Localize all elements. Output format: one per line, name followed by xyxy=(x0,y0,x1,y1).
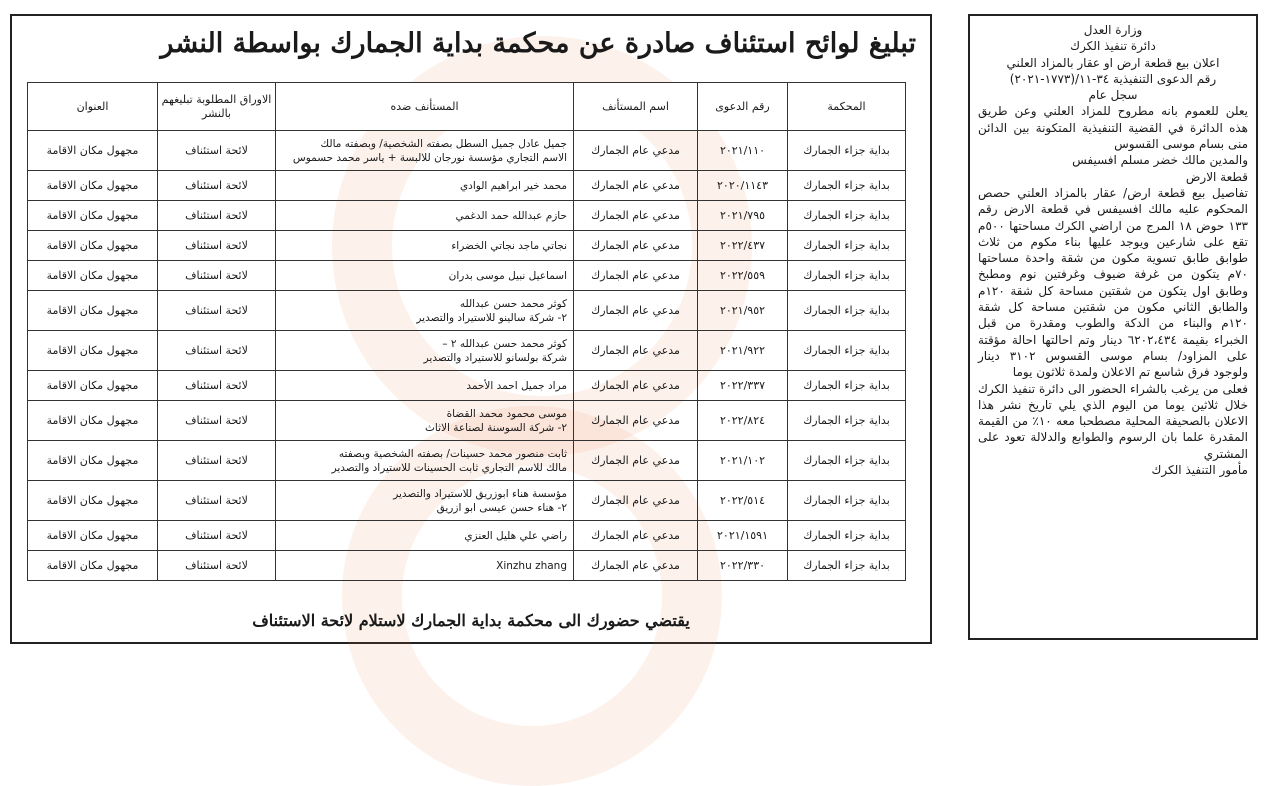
cell-documents: لائحة استئناف xyxy=(158,131,276,171)
cell-case-no: ٢٠٢١/١١٠ xyxy=(698,131,788,171)
cell-case-no: ٢٠٢١/١٥٩١ xyxy=(698,521,788,551)
cell-documents: لائحة استئناف xyxy=(158,291,276,331)
cell-documents: لائحة استئناف xyxy=(158,441,276,481)
table-row xyxy=(28,521,906,551)
cell-appellant: مدعي عام الجمارك xyxy=(574,401,698,441)
cell-documents: لائحة استئناف xyxy=(158,481,276,521)
cell-appellant: مدعي عام الجمارك xyxy=(574,521,698,551)
page-title: تبليغ لوائح استئناف صادرة عن محكمة بداية الجمارك بواسطة النشر xyxy=(160,28,916,59)
cell-address: مجهول مكان الاقامة xyxy=(28,481,158,521)
table-row xyxy=(28,201,906,231)
cell-court: بداية جزاء الجمارك xyxy=(788,441,906,481)
cell-address: مجهول مكان الاقامة xyxy=(28,331,158,371)
footer-note: يقتضي حضورك الى محكمة بداية الجمارك لاستلام لائحة الاستئناف xyxy=(252,611,690,630)
cell-appellant: مدعي عام الجمارك xyxy=(574,331,698,371)
table-row xyxy=(28,261,906,291)
cell-case-no: ٢٠٢١/٩٥٢ xyxy=(698,291,788,331)
respondent-line: ٢- شركة سالينو للاستيراد والتصدير xyxy=(416,311,567,324)
cell-respondent xyxy=(276,231,574,261)
cell-address: مجهول مكان الاقامة xyxy=(28,201,158,231)
cell-appellant: مدعي عام الجمارك xyxy=(574,231,698,261)
respondent-line: مؤسسة هناء ابوزريق للاستيراد والتصدير xyxy=(393,487,567,500)
cell-documents: لائحة استئناف xyxy=(158,331,276,371)
table-row xyxy=(28,551,906,581)
table-row xyxy=(28,441,906,481)
respondent-line: ثابت منصور محمد حسينات/ بصفته الشخصية وبصفته xyxy=(338,447,567,460)
cell-appellant: مدعي عام الجمارك xyxy=(574,481,698,521)
cell-documents: لائحة استئناف xyxy=(158,201,276,231)
auction-notice-panel xyxy=(968,14,1258,640)
cell-documents: لائحة استئناف xyxy=(158,261,276,291)
appeals-notice-panel xyxy=(10,14,932,644)
cell-court: بداية جزاء الجمارك xyxy=(788,171,906,201)
cell-documents: لائحة استئناف xyxy=(158,521,276,551)
cell-address: مجهول مكان الاقامة xyxy=(28,291,158,331)
respondent-line: الاسم التجاري مؤسسة نورجان للالبسة + ياسر محمد حسموس xyxy=(292,151,567,164)
cell-court: بداية جزاء الجمارك xyxy=(788,331,906,371)
case-reference: رقم الدعوى التنفيذية ٣٤-١١/(١٧٧٣-٢٠٢١) xyxy=(1009,71,1217,86)
cell-respondent xyxy=(276,371,574,401)
cell-appellant: مدعي عام الجمارك xyxy=(574,171,698,201)
table-row xyxy=(28,131,906,171)
cell-case-no: ٢٠٢٢/٤٣٧ xyxy=(698,231,788,261)
header-appellant: اسم المستأنف xyxy=(574,83,698,131)
cell-address: مجهول مكان الاقامة xyxy=(28,401,158,441)
respondent-line: Xinzhu zhang xyxy=(496,559,567,572)
respondent-line: جميل عادل جميل السطل بصفته الشخصية/ وبصفته مالك xyxy=(320,137,567,150)
cell-appellant: مدعي عام الجمارك xyxy=(574,291,698,331)
cell-respondent xyxy=(276,201,574,231)
auction-notice-text xyxy=(978,22,1248,478)
cell-court: بداية جزاء الجمارك xyxy=(788,401,906,441)
cell-case-no: ٢٠٢٠/١١٤٣ xyxy=(698,171,788,201)
header-case-no: رقم الدعوى xyxy=(698,83,788,131)
cell-case-no: ٢٠٢٢/٥٥٩ xyxy=(698,261,788,291)
cell-documents: لائحة استئناف xyxy=(158,371,276,401)
table-row xyxy=(28,371,906,401)
respondent-line: كوثر محمد حسن عبدالله xyxy=(459,297,567,310)
cell-court: بداية جزاء الجمارك xyxy=(788,201,906,231)
cell-case-no: ٢٠٢٢/٥١٤ xyxy=(698,481,788,521)
cell-court: بداية جزاء الجمارك xyxy=(788,261,906,291)
respondent-line: شركة بولسانو للاستيراد والتصدير xyxy=(423,351,567,364)
cell-address: مجهول مكان الاقامة xyxy=(28,371,158,401)
cell-case-no: ٢٠٢٢/٣٣٠ xyxy=(698,551,788,581)
respondent-line: راضي علي هليل العنزي xyxy=(464,529,567,542)
cell-address: مجهول مكان الاقامة xyxy=(28,131,158,171)
cell-case-no: ٢٠٢١/٩٢٢ xyxy=(698,331,788,371)
table-row xyxy=(28,401,906,441)
respondent-line: موسى محمود محمد القضاة xyxy=(446,407,567,420)
cell-respondent xyxy=(276,441,574,481)
cell-respondent xyxy=(276,171,574,201)
cell-documents: لائحة استئناف xyxy=(158,231,276,261)
table-row xyxy=(28,231,906,261)
respondent-line: محمد خير ابراهيم الوادي xyxy=(459,179,567,192)
cell-documents: لائحة استئناف xyxy=(158,551,276,581)
department-name: دائرة تنفيذ الكرك xyxy=(1070,39,1156,54)
header-court: المحكمة xyxy=(788,83,906,131)
respondent-line: ٢- شركة السوسنة لصناعة الاثاث xyxy=(425,421,567,434)
cell-case-no: ٢٠٢٢/٣٣٧ xyxy=(698,371,788,401)
respondent-line: نجاتي ماجد نجاتي الخضراء xyxy=(451,239,567,252)
cell-documents: لائحة استئناف xyxy=(158,171,276,201)
sale-details-paragraph: تفاصيل بيع قطعة ارض/ عقار بالمزاد العلني حصص المحكوم عليه مالك افسيفس في قطعة الارض رقم ١٣٣ حوض ١٨ المرج من اراضي الكرك مساحتها ٥٠٠م تقع على شارعين ويوجد عليها بناء مكوم من ثلاث طوابق طابق تسوية مكون من شقة واحدة مساحتها ٧٠م يتكون من غرفة ضيوف وغرفتين نوم ومطبخ وطابق اول يتكون من شقتين مساحة كل شقة ١٢٠م والطابق الثاني مكون من شقتين مساحة كل شقة ١٢٠م والبناء من الدكة والطوب ومقدرة من قبل الخبراء بقيمة ٦٢٠٢،٤٣٤ دينار وتم احالتها احالة مؤقتة على المزاود/ بسام موسى القسوس ٣١٠٢ دينار ولوجود فرق شاسع تم الاعلان ولمدة ثلاثون يوما xyxy=(978,185,1248,380)
cell-case-no: ٢٠٢١/١٠٢ xyxy=(698,441,788,481)
debtor-line: والمدين مالك خضر مسلم افسيفس xyxy=(1072,153,1248,168)
cell-appellant: مدعي عام الجمارك xyxy=(574,201,698,231)
cell-respondent xyxy=(276,551,574,581)
respondent-line: مالك للاسم التجاري ثابت الحسينات للاستيراد والتصدير xyxy=(331,461,567,474)
cell-respondent xyxy=(276,521,574,551)
cell-appellant: مدعي عام الجمارك xyxy=(574,551,698,581)
appeals-table xyxy=(27,82,906,581)
cell-appellant: مدعي عام الجمارك xyxy=(574,261,698,291)
respondent-line: كوثر محمد حسن عبدالله ٢ – xyxy=(442,337,567,350)
table-row xyxy=(28,291,906,331)
appeals-table-body xyxy=(28,131,906,581)
respondent-line: اسماعيل نبيل موسى بدران xyxy=(448,269,567,282)
instructions-paragraph: فعلى من يرغب بالشراء الحضور الى دائرة تنفيذ الكرك خلال ثلاثين يوما من اليوم الذي يلي تاريخ نشر هذا الاعلان بالصحيفة المحلية مصطحبا معه ١٠٪ من القيمة المقدرة علما بان الرسوم والطوابع والدلالة تعود على المشتري xyxy=(978,381,1248,461)
header-documents: الاوراق المطلوبة تبليغهم بالنشر xyxy=(158,83,276,131)
cell-address: مجهول مكان الاقامة xyxy=(28,441,158,481)
cell-court: بداية جزاء الجمارك xyxy=(788,231,906,261)
cell-address: مجهول مكان الاقامة xyxy=(28,551,158,581)
cell-documents: لائحة استئناف xyxy=(158,401,276,441)
cell-address: مجهول مكان الاقامة xyxy=(28,231,158,261)
cell-appellant: مدعي عام الجمارك xyxy=(574,131,698,171)
cell-appellant: مدعي عام الجمارك xyxy=(574,441,698,481)
cell-court: بداية جزاء الجمارك xyxy=(788,291,906,331)
respondent-line: حازم عبدالله حمد الدغمي xyxy=(455,209,567,222)
signature: مأمور التنفيذ الكرك xyxy=(1151,463,1248,478)
cell-court: بداية جزاء الجمارك xyxy=(788,371,906,401)
cell-respondent xyxy=(276,261,574,291)
cell-appellant: مدعي عام الجمارك xyxy=(574,371,698,401)
table-row xyxy=(28,481,906,521)
notice-heading: اعلان بيع قطعة ارض او عقار بالمزاد العلني xyxy=(1006,55,1220,70)
cell-respondent xyxy=(276,131,574,171)
table-row xyxy=(28,331,906,371)
cell-address: مجهول مكان الاقامة xyxy=(28,261,158,291)
table-row xyxy=(28,171,906,201)
cell-case-no: ٢٠٢١/٧٩٥ xyxy=(698,201,788,231)
cell-respondent xyxy=(276,401,574,441)
header-respondent: المستأنف ضده xyxy=(276,83,574,131)
cell-respondent xyxy=(276,331,574,371)
announcement-paragraph: يعلن للعموم بانه مطروح للمزاد العلني وعن طريق هذه الدائرة في القضية التنفيذية المتكونة بين الدائن منى بسام موسى القسوس xyxy=(978,104,1248,152)
cell-court: بداية جزاء الجمارك xyxy=(788,131,906,171)
cell-court: بداية جزاء الجمارك xyxy=(788,521,906,551)
cell-respondent xyxy=(276,481,574,521)
cell-respondent xyxy=(276,291,574,331)
cell-case-no: ٢٠٢٢/٨٢٤ xyxy=(698,401,788,441)
cell-address: مجهول مكان الاقامة xyxy=(28,171,158,201)
ministry-name: وزارة العدل xyxy=(1083,23,1143,37)
table-header-row xyxy=(28,83,906,131)
cell-address: مجهول مكان الاقامة xyxy=(28,521,158,551)
cell-court: بداية جزاء الجمارك xyxy=(788,481,906,521)
cell-court: بداية جزاء الجمارك xyxy=(788,551,906,581)
land-label: قطعة الارض xyxy=(1185,169,1248,184)
respondent-line: ٢- هناء حسن عيسى ابو ازريق xyxy=(436,501,567,514)
respondent-line: مراد جميل احمد الأحمد xyxy=(466,379,567,392)
register-label: سجل عام xyxy=(1088,88,1138,103)
header-address: العنوان xyxy=(28,83,158,131)
